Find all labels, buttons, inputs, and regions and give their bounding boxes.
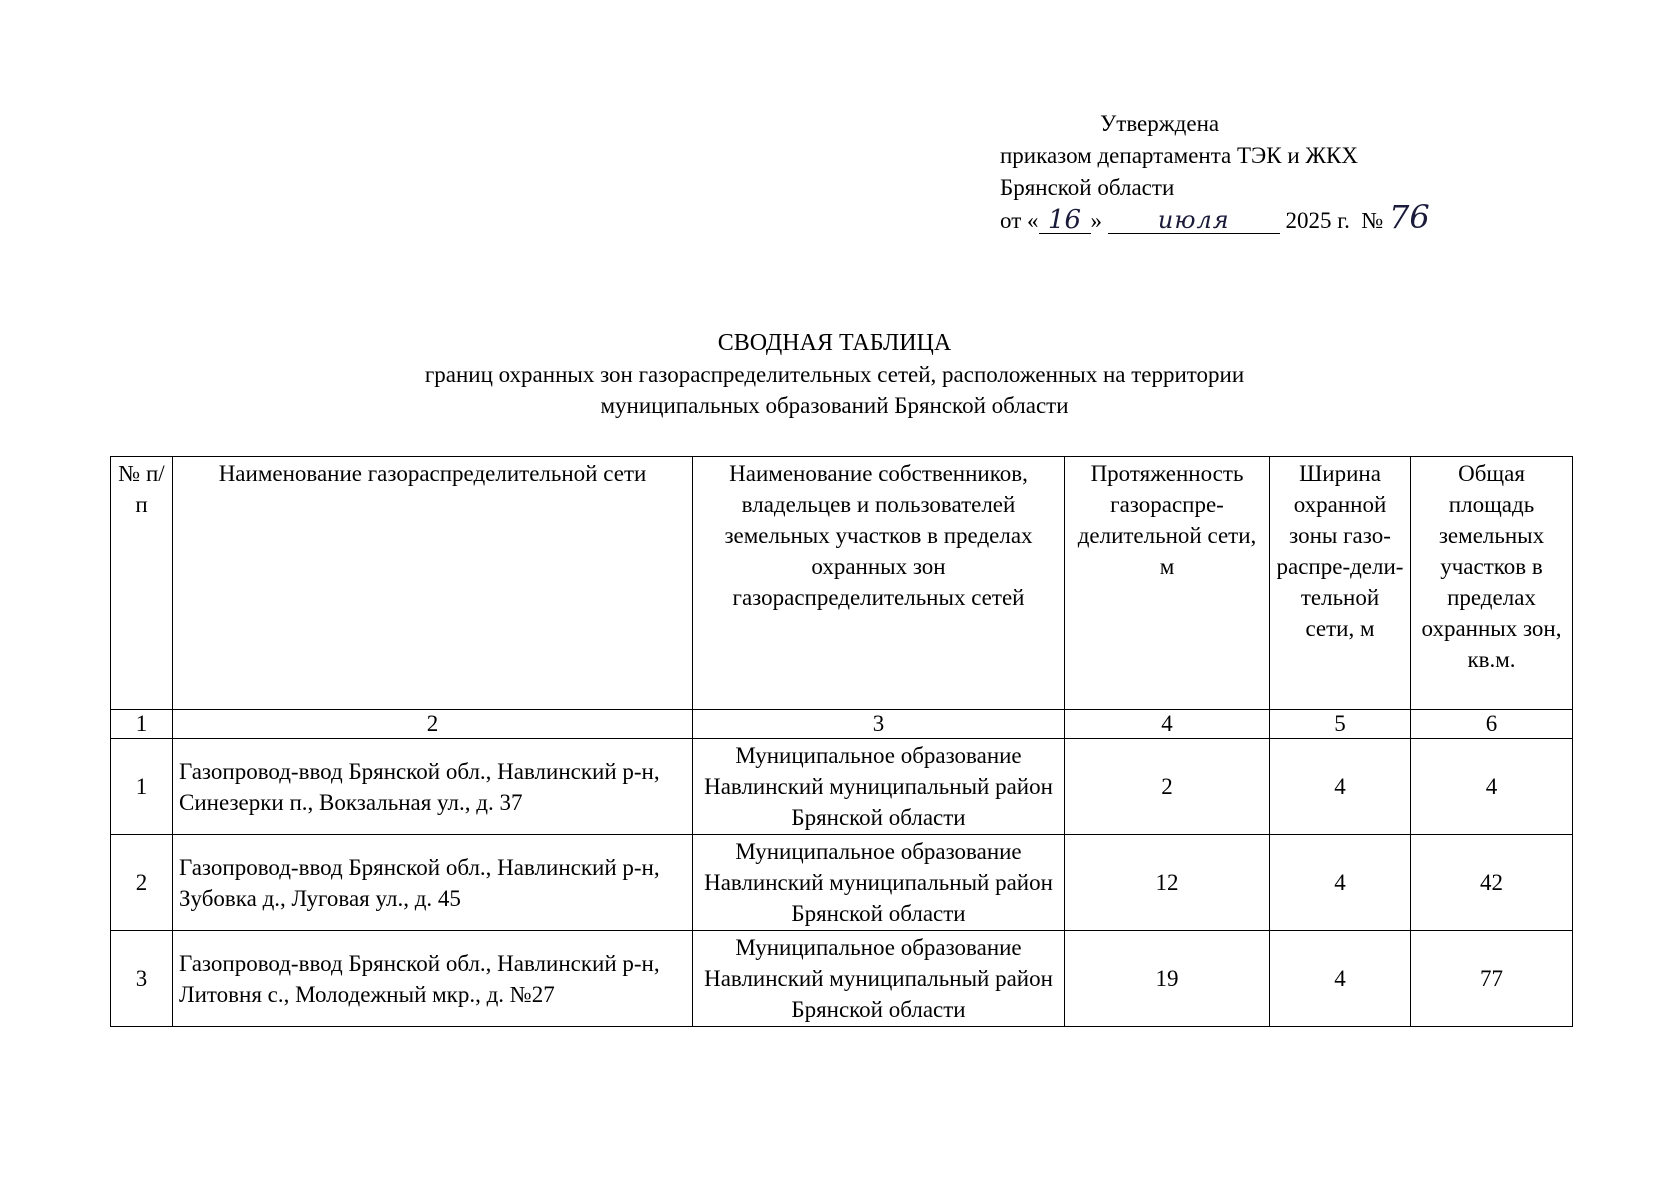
- handwritten-day: 16: [1039, 207, 1091, 234]
- column-number: 5: [1270, 710, 1411, 739]
- quote-close: »: [1090, 208, 1102, 233]
- cell-number: 3: [111, 931, 173, 1027]
- column-number: 3: [693, 710, 1065, 739]
- cell-network-name: Газопровод-ввод Брянской обл., Навлинский р-н, Литовня с., Молодежный мкр., д. №27: [173, 931, 693, 1027]
- document-subtitle-line2: муниципальных образований Брянской области: [600, 393, 1069, 418]
- header-cell-zone-width: Ширина охранной зоны газо-распре-дели-тельной сети, м: [1270, 457, 1411, 710]
- handwritten-month: июля: [1108, 207, 1280, 234]
- cell-network-name: Газопровод-ввод Брянской обл., Навлинский р-н, Зубовка д., Луговая ул., д. 45: [173, 835, 693, 931]
- column-number: 6: [1411, 710, 1573, 739]
- header-cell-network-name: Наименование газораспределительной сети: [173, 457, 693, 710]
- cell-length: 2: [1065, 739, 1270, 835]
- cell-network-name: Газопровод-ввод Брянской обл., Навлинский р-н, Синезерки п., Вокзальная ул., д. 37: [173, 739, 693, 835]
- document-heading: [0, 328, 1669, 421]
- header-cell-owners: Наименование собственников, владельцев и пользователей земельных участков в пределах охранных зон газораспределительных сетей: [693, 457, 1065, 710]
- header-cell-number: № п/п: [111, 457, 173, 710]
- cell-total-area: 77: [1411, 931, 1573, 1027]
- approval-title: Утверждена: [1100, 111, 1220, 136]
- cell-owner: Муниципальное образование Навлинский муниципальный район Брянской области: [693, 931, 1065, 1027]
- cell-number: 1: [111, 739, 173, 835]
- cell-zone-width: 4: [1270, 931, 1411, 1027]
- table-row: [111, 835, 1573, 931]
- column-number: 2: [173, 710, 693, 739]
- approval-year: 2025 г.: [1285, 208, 1350, 233]
- approval-date-line: [1000, 198, 1439, 237]
- summary-table: [110, 456, 1573, 1027]
- approval-issuer: приказом департамента ТЭК и ЖКХ: [1000, 143, 1358, 168]
- column-number-row: [111, 710, 1573, 739]
- table-row: [111, 739, 1573, 835]
- handwritten-order-number: 76: [1389, 198, 1430, 236]
- cell-zone-width: 4: [1270, 835, 1411, 931]
- cell-owner: Муниципальное образование Навлинский муниципальный район Брянской области: [693, 835, 1065, 931]
- cell-number: 2: [111, 835, 173, 931]
- approval-region: Брянской области: [1000, 175, 1175, 200]
- date-prefix: от «: [1000, 208, 1039, 233]
- approval-block: [1000, 108, 1439, 237]
- number-sign: №: [1361, 208, 1384, 233]
- header-cell-length: Протяженность газораспре-делительной сети, м: [1065, 457, 1270, 710]
- cell-total-area: 4: [1411, 739, 1573, 835]
- header-cell-total-area: Общая площадь земельных участков в пределах охранных зон, кв.м.: [1411, 457, 1573, 710]
- column-number: 1: [111, 710, 173, 739]
- cell-owner: Муниципальное образование Навлинский муниципальный район Брянской области: [693, 739, 1065, 835]
- cell-length: 12: [1065, 835, 1270, 931]
- cell-total-area: 42: [1411, 835, 1573, 931]
- table-header-row: [111, 457, 1573, 710]
- column-number: 4: [1065, 710, 1270, 739]
- cell-length: 19: [1065, 931, 1270, 1027]
- document-subtitle-line1: границ охранных зон газораспределительных сетей, расположенных на территории: [424, 362, 1245, 387]
- table-row: [111, 931, 1573, 1027]
- cell-zone-width: 4: [1270, 739, 1411, 835]
- document-title: СВОДНАЯ ТАБЛИЦА: [717, 330, 952, 356]
